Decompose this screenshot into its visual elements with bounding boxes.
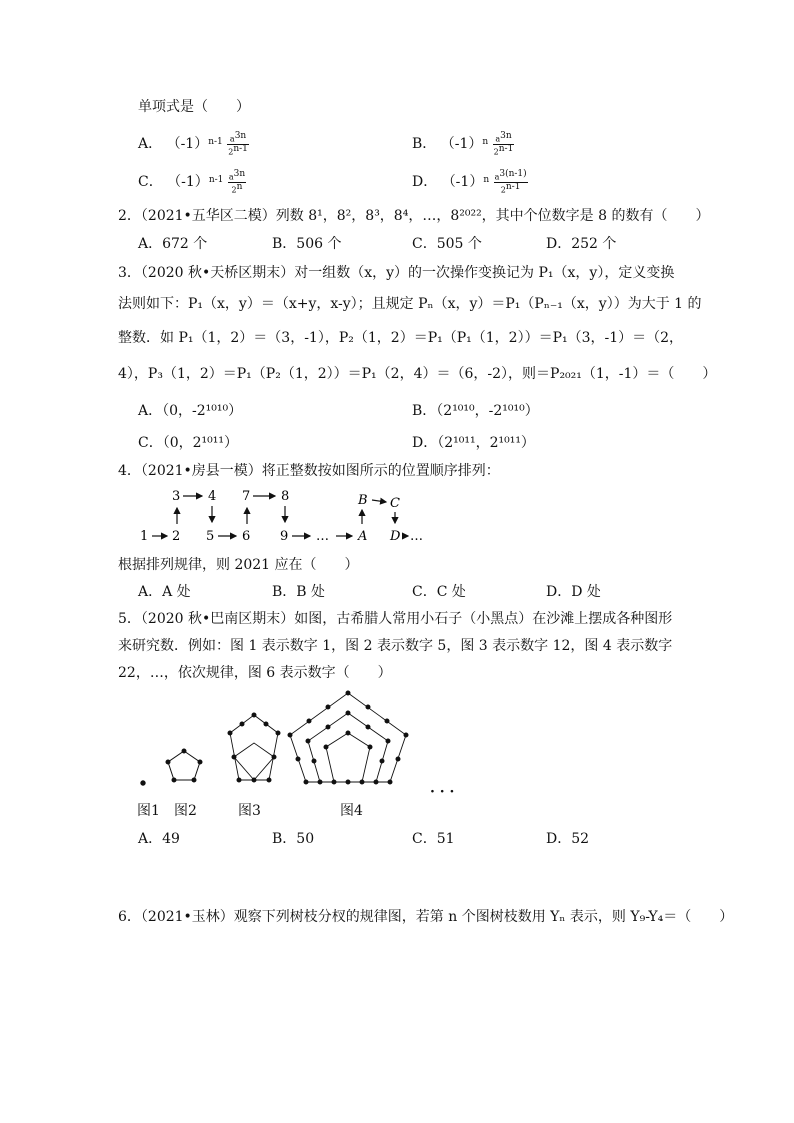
option-prefix: （-1） xyxy=(166,136,209,153)
q4-stem: 4．（2021•房县一模）将正整数按如图所示的位置顺序排列： xyxy=(118,463,500,479)
q5-option-d: D．52 xyxy=(546,831,590,847)
q2-stem: 2．（2021•五华区二模）列数 8¹，8²，8³，8⁴，…，8²⁰²²，其中个位数字是 8 的数有（ ） xyxy=(118,208,710,224)
q3-option-d: D．（2¹⁰¹¹，2¹⁰¹¹） xyxy=(412,435,535,451)
q4-after: 根据排列规律，则 2021 应在（ ） xyxy=(118,557,359,573)
fig-label-3: 图3 xyxy=(238,803,261,819)
q6-stem: 6．（2021•玉林）观察下列树枝分杈的规律图，若第 n 个图树枝数用 Yₙ 表示，则 Y₉-Y₄＝（ ） xyxy=(118,909,734,925)
q2-option-c: C．505 个 xyxy=(412,236,482,252)
q5-line3: 22，…，依次规律，图 6 表示数字（ ） xyxy=(118,665,392,681)
q5-option-a: A．49 xyxy=(138,831,180,847)
exponent: n-1 xyxy=(208,175,224,186)
option-prefix: （-1） xyxy=(440,136,483,153)
diagram-top-4: 4 xyxy=(208,489,217,504)
q4-option-a: A．A 处 xyxy=(138,584,191,600)
q5-option-c: C．51 xyxy=(412,831,455,847)
q3-option-a: A．（0，-2¹⁰¹⁰） xyxy=(138,403,243,419)
q3-option-c: C．（0，2¹⁰¹¹） xyxy=(138,435,238,451)
diagram-bottom-ellipsis2: … xyxy=(410,529,423,544)
q5-line2: 来研究数．例如：图 1 表示数字 1，图 2 表示数字 5，图 3 表示数字 12，图 4 表示数字 xyxy=(118,638,673,654)
fraction: $\frac{a^{3(n-1)}}{2^{n-1}}$ xyxy=(494,169,527,195)
q4-option-c: C．C 处 xyxy=(412,584,466,600)
q3-line1: 3．（2020 秋•天桥区期末）对一组数（x，y）的一次操作变换记为 P₁（x，y），定义变换 xyxy=(118,265,675,281)
q4-option-b: B．B 处 xyxy=(272,584,326,600)
fig-label-2: 图2 xyxy=(174,803,197,819)
option-label: A． xyxy=(138,136,163,153)
q3-line4: 4），P₃（1，2）＝P₁（P₂（1，2））＝P₁（2，4）＝（6，-2），则＝P₂₀₂₁（1，-1）＝（ ） xyxy=(118,366,717,382)
option-c xyxy=(138,170,246,194)
q5-line1: 5．（2020 秋•巴南区期末）如图，古希腊人常用小石子（小黑点）在沙滩上摆成各种图形 xyxy=(118,611,673,627)
diagram-bottom-9: 9 xyxy=(280,529,289,544)
q4-option-d: D．D 处 xyxy=(546,584,601,600)
diagram-top-c: C xyxy=(390,496,400,511)
fig-ellipsis: · · · xyxy=(430,784,455,800)
diagram-bottom-6: 6 xyxy=(242,529,251,544)
q3-line3: 整数．如 P₁（1，2）＝（3，-1），P₂（1，2）＝P₁（P₁（1，2））＝P₁（3，-1）＝（2， xyxy=(118,330,684,346)
q2-option-a: A．672 个 xyxy=(138,236,208,252)
diagram-bottom-2: 2 xyxy=(172,529,181,544)
option-b xyxy=(412,132,514,156)
q3-option-b: B．（2¹⁰¹⁰，-2¹⁰¹⁰） xyxy=(412,403,539,419)
option-label: C． xyxy=(138,174,163,191)
option-label: B． xyxy=(412,136,437,153)
pentagonal-numbers-figure xyxy=(130,685,470,795)
diagram-top-7: 7 xyxy=(242,489,251,504)
exponent: n xyxy=(482,137,489,148)
diagram-bottom-5: 5 xyxy=(206,529,215,544)
question-stem: 单项式是（ ） xyxy=(138,99,250,115)
q3-line2: 法则如下：P₁（x，y）＝（x+y，x-y）；且规定 Pₙ（x，y）＝P₁（Pₙ₋₁（x，y））为大于 1 的 xyxy=(118,296,702,312)
diagram-bottom-ellipsis: … xyxy=(316,529,329,544)
option-d xyxy=(412,170,528,194)
exponent: n xyxy=(483,175,490,186)
number-arrangement-diagram xyxy=(130,482,450,552)
diagram-top-8: 8 xyxy=(281,489,290,504)
diagram-top-3: 3 xyxy=(172,489,181,504)
option-a xyxy=(138,132,249,156)
diagram-bottom-a: A xyxy=(358,529,368,544)
option-prefix: （-1） xyxy=(167,174,209,191)
fraction: $\frac{a^{3n}}{2^n}$ xyxy=(228,169,246,195)
diagram-bottom-1: 1 xyxy=(140,529,149,544)
fraction: $\frac{a^{3n}}{2^{n-1}}$ xyxy=(228,131,248,157)
option-prefix: （-1） xyxy=(441,174,484,191)
q2-option-b: B．506 个 xyxy=(272,236,342,252)
q2-option-d: D．252 个 xyxy=(546,236,617,252)
fig-label-1: 图1 xyxy=(137,803,160,819)
fraction: $\frac{a^{3n}}{2^{n-1}}$ xyxy=(493,131,514,157)
fig-label-4: 图4 xyxy=(340,803,363,819)
exponent: n-1 xyxy=(208,137,223,148)
q5-option-b: B．50 xyxy=(272,831,315,847)
diagram-bottom-d: D xyxy=(390,529,401,544)
diagram-top-b: B xyxy=(358,493,368,508)
option-label: D． xyxy=(412,174,438,191)
